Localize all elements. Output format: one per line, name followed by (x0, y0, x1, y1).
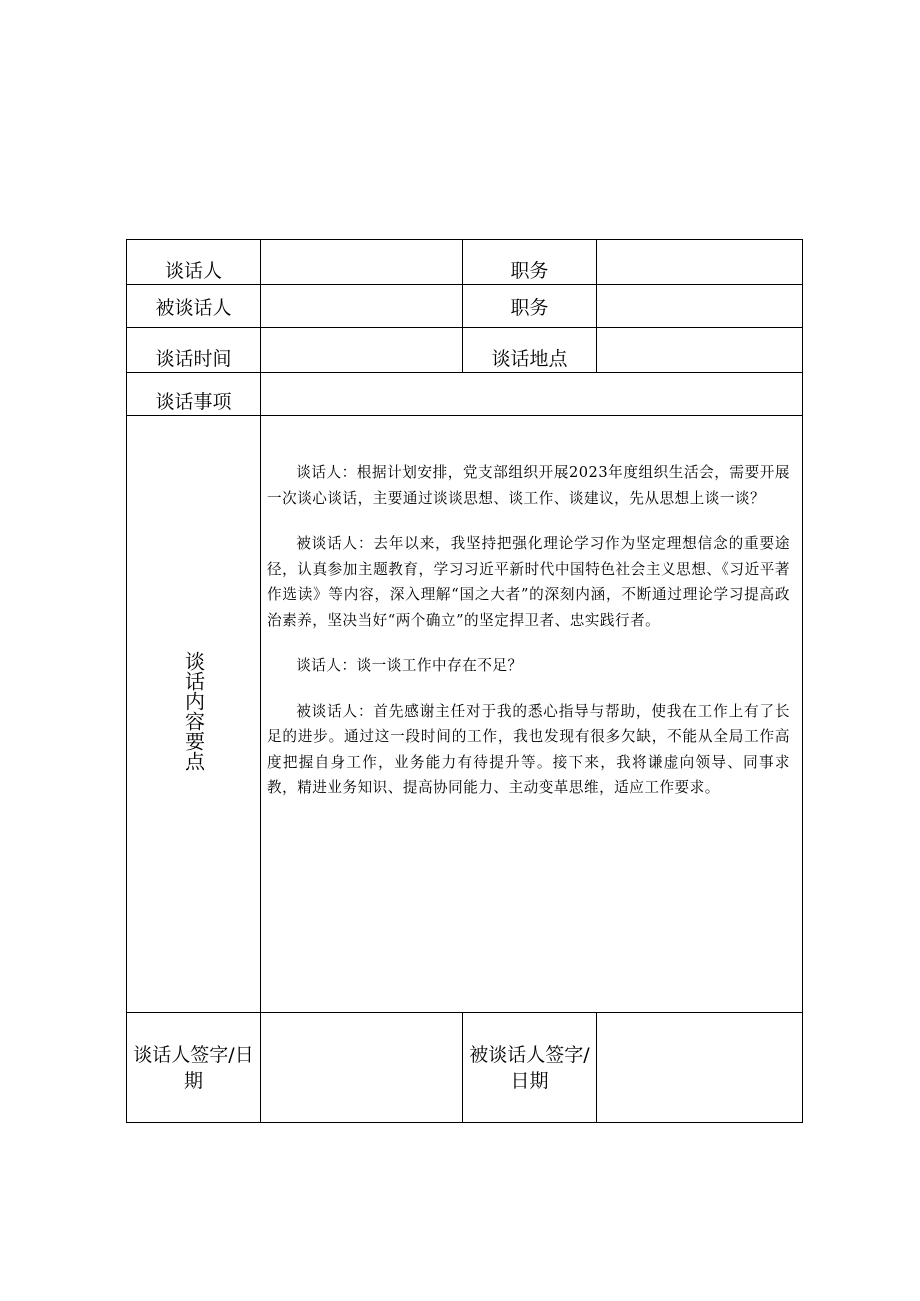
talk-topic-label: 谈话事项 (126, 372, 261, 416)
interviewee-position-value[interactable] (596, 284, 803, 328)
interviewee-label: 被谈话人 (126, 284, 261, 328)
talk-time-value[interactable] (260, 327, 463, 373)
talk-topic-value[interactable] (260, 372, 803, 416)
paragraph: 被谈话人：首先感谢主任对于我的悉心指导与帮助，使我在工作上有了长足的进步。通过这一段时间的工作，我也发现有很多欠缺，不能从全局工作高度把握自身工作，业务能力有待提升等。接下来，我将谦虚向领导、同事求教，精进业务知识、提高协同能力、主动变革思维，适应工作要求。 (267, 702, 790, 796)
talker-signature-value[interactable] (260, 1012, 463, 1123)
talk-place-label: 谈话地点 (462, 327, 597, 373)
interviewee-value[interactable] (260, 284, 463, 328)
talk-time-label: 谈话时间 (126, 327, 261, 373)
interviewee-signature-label: 被谈话人签字/日期 (462, 1012, 597, 1123)
content-body (260, 415, 803, 1013)
talker-value[interactable] (260, 239, 463, 285)
interviewee-position-label: 职务 (462, 284, 597, 328)
content-label-cell (126, 415, 261, 1013)
talker-position-value[interactable] (596, 239, 803, 285)
paragraph: 谈话人：根据计划安排，党支部组织开展2023年度组织生活会，需要开展一次谈心谈话，主要通过谈谈思想、谈工作、谈建议，先从思想上谈一谈？ (267, 464, 790, 507)
paragraph: 被谈话人：去年以来，我坚持把强化理论学习作为坚定理想信念的重要途径，认真参加主题教育，学习习近平新时代中国特色社会主义思想、《习近平著作选读》等内容，深入理解“国之大者”的深刻内涵，不断通过理论学习提高政治素养，坚决当好“两个确立”的坚定捍卫者、忠实践行者。 (267, 535, 790, 629)
content-label: 谈话内容要点 (181, 651, 206, 771)
talker-signature-label: 谈话人签字/日期 (126, 1012, 261, 1123)
paragraph: 谈话人：谈一谈工作中存在不足？ (296, 657, 523, 674)
talk-place-value[interactable] (596, 327, 803, 373)
interviewee-signature-value[interactable] (596, 1012, 803, 1123)
talker-label: 谈话人 (126, 239, 261, 285)
talker-position-label: 职务 (462, 239, 597, 285)
